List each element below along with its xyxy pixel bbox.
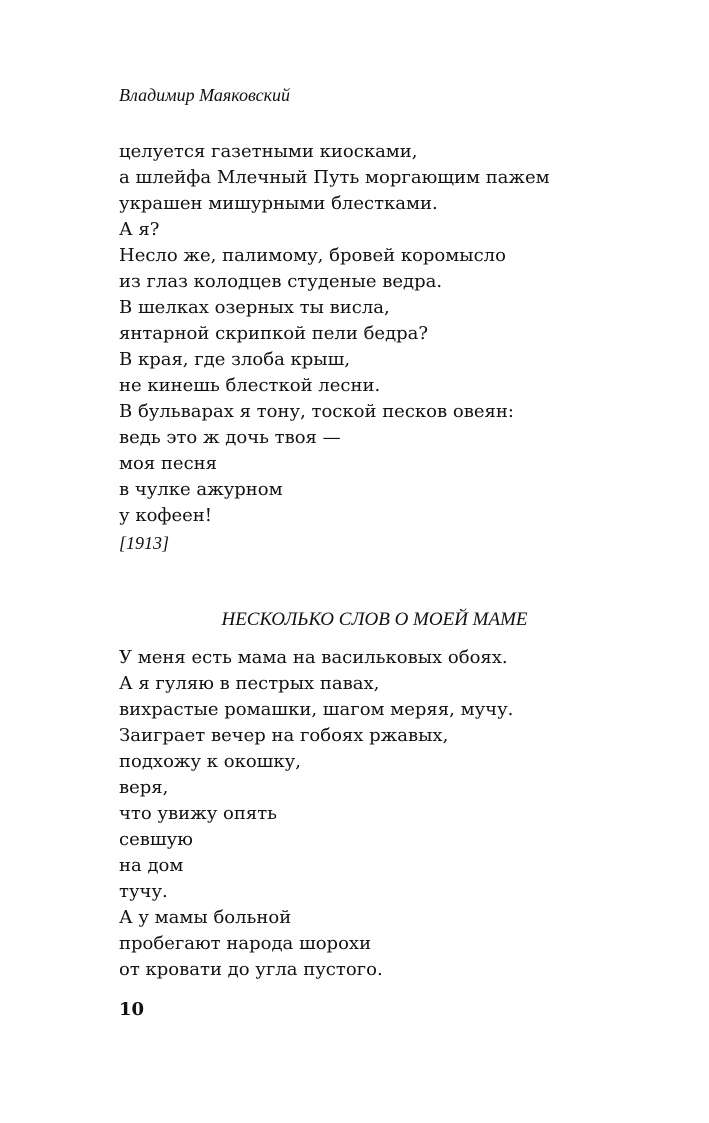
verse-line: на дом (119, 855, 184, 876)
verse-line: не кинешь блесткой лесни. (119, 375, 381, 396)
verse-line: В шелках озерных ты висла, (119, 297, 390, 318)
verse-line: А я гуляю в пестрых павах, (119, 673, 380, 694)
verse-line: украшен мишурными блестками. (119, 193, 438, 214)
verse-line: севшую (119, 829, 193, 850)
verse-line: В края, где злоба крыш, (119, 349, 351, 370)
verse-line: вихрастые ромашки, шагом меряя, мучу. (119, 699, 514, 720)
verse-line: В бульварах я тону, тоской песков овеян: (119, 401, 514, 422)
verse-line: в чулке ажурном (119, 479, 283, 500)
verse-line: Заиграет вечер на гобоях ржавых, (119, 725, 449, 746)
verse-line: веря, (119, 777, 169, 798)
page-number: 10 (119, 999, 145, 1020)
poem-title (0, 608, 709, 632)
verse-line: тучу. (119, 881, 168, 902)
verse-line: У меня есть мама на васильковых обоях. (119, 647, 508, 668)
poem-title-text: НЕСКОЛЬКО СЛОВ О МОЕЙ МАМЕ (221, 609, 528, 630)
verse-line: А я? (119, 219, 160, 240)
verse-line: янтарной скрипкой пели бедра? (119, 323, 429, 344)
verse-line: у кофеен! (119, 505, 213, 526)
poem-end-stanza (119, 139, 550, 529)
poem-stanza (119, 645, 513, 983)
verse-line: от кровати до угла пустого. (119, 959, 383, 980)
verse-line: подхожу к окошку, (119, 751, 301, 772)
verse-line: А у мамы больной (119, 907, 292, 928)
verse-line: что увижу опять (119, 803, 277, 824)
verse-line: моя песня (119, 453, 217, 474)
verse-line: целуется газетными киосками, (119, 141, 418, 162)
verse-line: ведь это ж дочь твоя — (119, 427, 341, 448)
poem-date: [1913] (119, 533, 170, 553)
verse-line: а шлейфа Млечный Путь моргающим пажем (119, 167, 550, 188)
verse-line: пробегают народа шорохи (119, 933, 372, 954)
verse-line: Несло же, палимому, бровей коромысло (119, 245, 506, 266)
verse-line: из глаз колодцев студеные ведра. (119, 271, 443, 292)
running-head: Владимир Маяковский (119, 85, 290, 105)
